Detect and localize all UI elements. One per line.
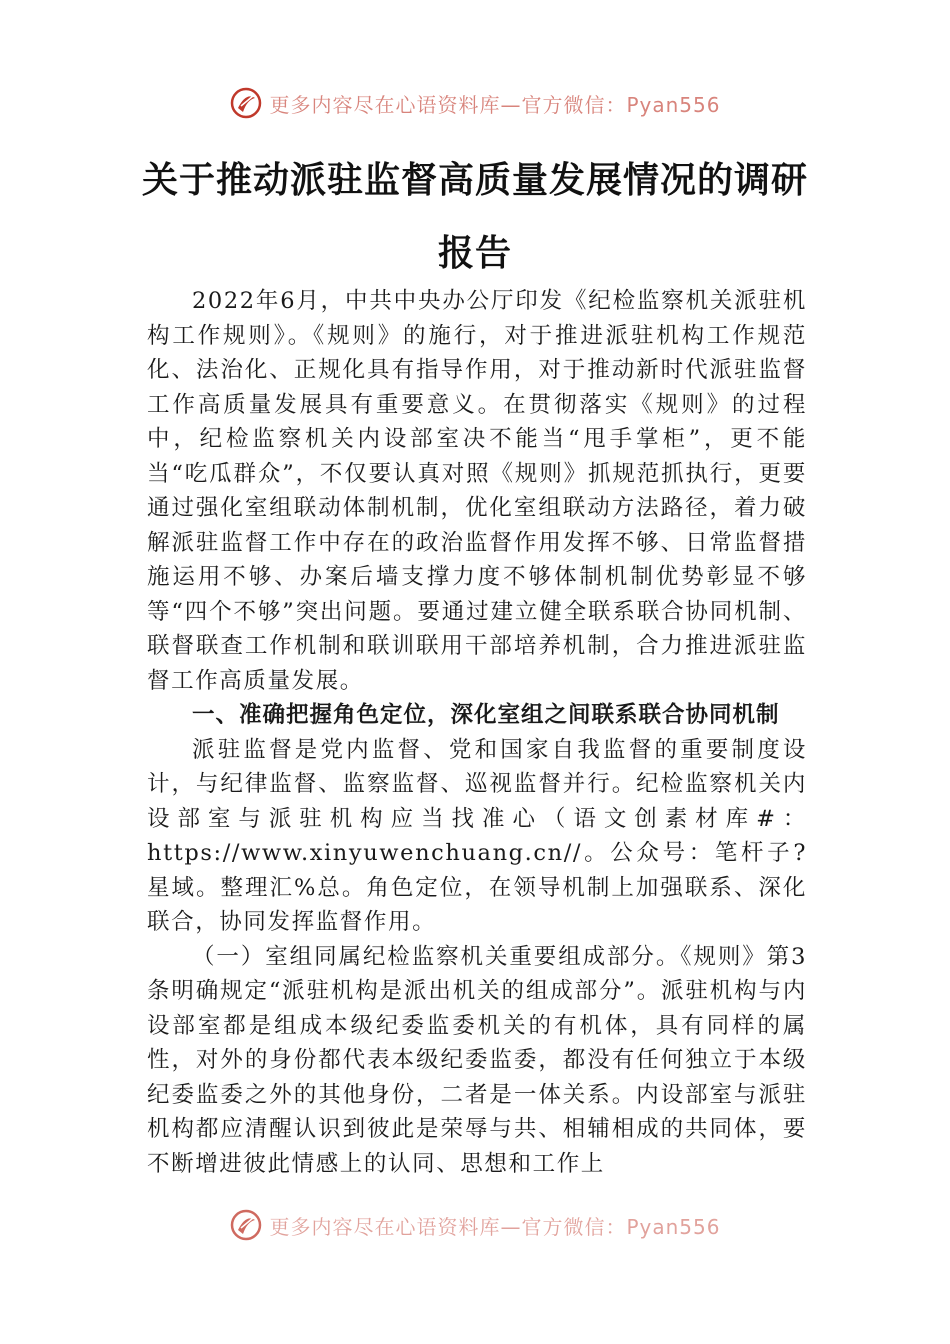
paragraph-subsection-1: （一）室组同属纪检监察机关重要组成部分。《规则》第3条明确规定“派驻机构是派出机关的组成部分”。派驻机构与内设部室都是组成本级纪委监委机关的有机体，具有同样的属性，对外的身份都代表本级纪委监委，都没有任何独立于本级纪委监委之外的其他身份，二者是一体关系。内设部室与派驻机构都应清醒认识到彼此是荣辱与共、相辅相成的共同体，要不断增进彼此情感上的认同、思想和工作上 — [147, 943, 807, 1177]
watermark-text: 更多内容尽在心语资料库—官方微信：Pyan556 — [269, 1214, 721, 1239]
document-body — [147, 284, 807, 1181]
watermark-header — [0, 86, 950, 120]
document-title-line-2: 报告 — [437, 232, 512, 274]
watermark-logo-icon — [229, 86, 263, 120]
section-heading-1: 一、准确把握角色定位，深化室组之间联系联合协同机制 — [192, 702, 780, 728]
paragraph-section-1: 派驻监督是党内监督、党和国家自我监督的重要制度设计，与纪律监督、监察监督、巡视监督并行。纪检监察机关内设部室与派驻机构应当找准心（语文创素材库#：https://www.xinyuwenchuang.cn//。公众号：笔杆子?星域。整理汇%总。角色定位，在领导机制上加强联系、深化联合，协同发挥监督作用。 — [147, 736, 807, 935]
watermark-logo-icon — [229, 1208, 263, 1242]
watermark-text: 更多内容尽在心语资料库—官方微信：Pyan556 — [269, 92, 721, 117]
document-title-line-1: 关于推动派驻监督高质量发展情况的调研 — [141, 159, 808, 201]
paragraph-intro: 2022年6月，中共中央办公厅印发《纪检监察机关派驻机构工作规则》。《规则》的施行，对于推进派驻机构工作规范化、法治化、正规化具有指导作用，对于推动新时代派驻监督工作高质量发展具有重要意义。在贯彻落实《规则》的过程中，纪检监察机关内设部室决不能当“甩手掌柜”，更不能当“吃瓜群众”，不仅要认真对照《规则》抓规范抓执行，更要通过强化室组联动体制机制，优化室组联动方法路径，着力破解派驻监督工作中存在的政治监督作用发挥不够、日常监督措施运用不够、办案后墙支撑力度不够体制机制优势彰显不够等“四个不够”突出问题。要通过建立健全联系联合协同机制、联督联查工作机制和联训联用干部培养机制，合力推进派驻监督工作高质量发展。 — [147, 288, 807, 694]
watermark-footer — [0, 1208, 950, 1242]
